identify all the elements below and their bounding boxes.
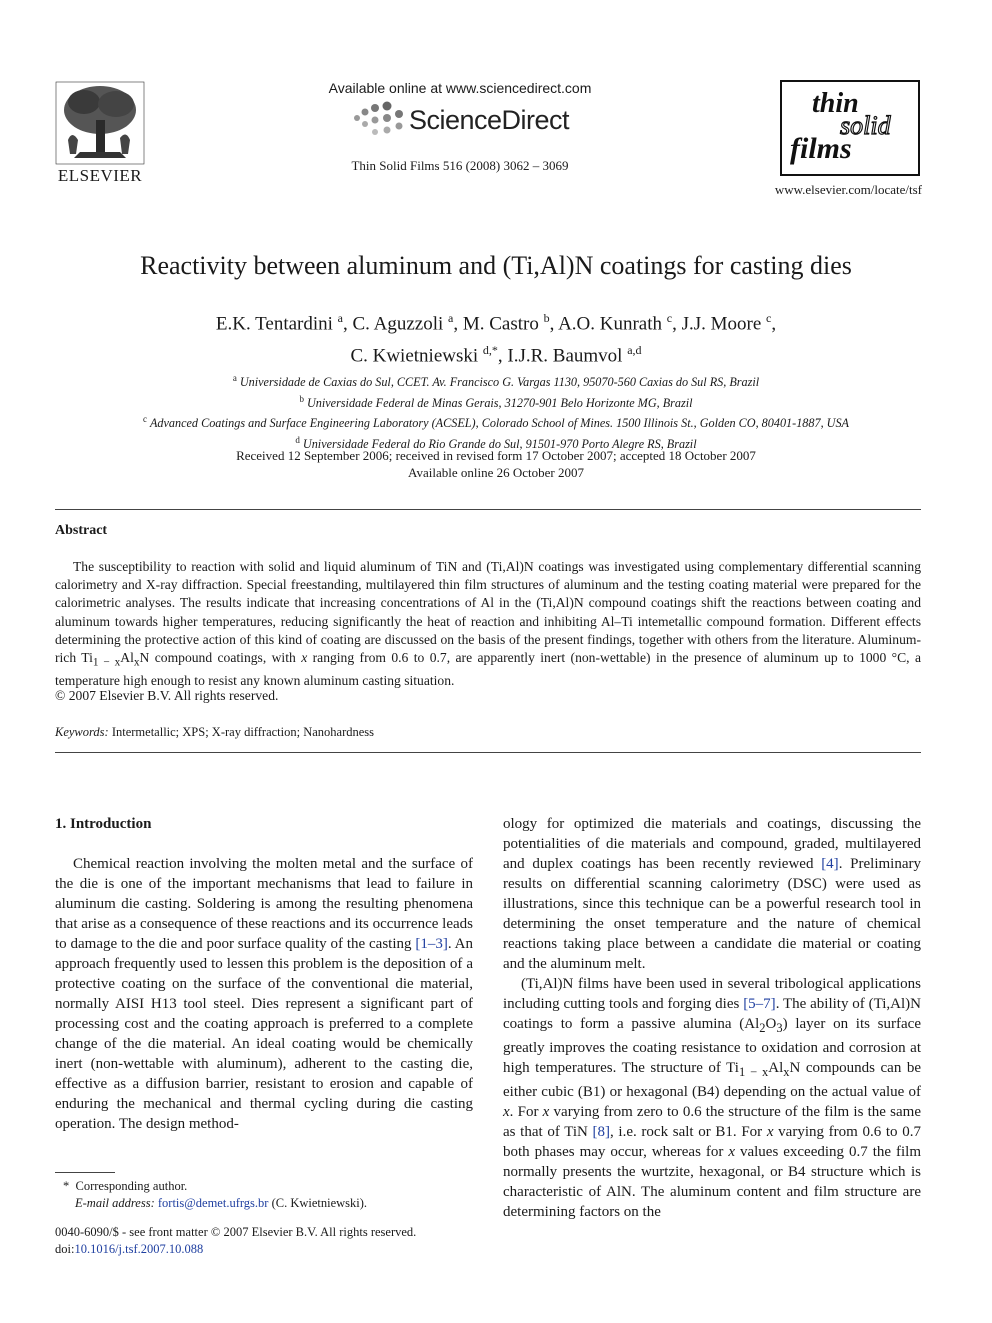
affiliation-item	[40, 391, 952, 412]
author-separator: ,	[497, 345, 508, 367]
intro-text: . Preliminary results on differential scanning calorimetry (DSC) were used as illustrations, since this technique can be a powerful research tool in determining the onset temperature and the nature of chemical reactions taking place between a candidate die material or coating and the aluminum melt.	[503, 856, 921, 972]
author-affil-mark: c	[666, 311, 673, 325]
affil-mark: a	[232, 373, 237, 383]
author-line-2	[100, 337, 892, 369]
affil-mark: b	[299, 393, 304, 404]
journal-logo	[780, 80, 920, 176]
citation-link[interactable]: [8]	[592, 1124, 611, 1140]
sciencedirect-wordmark: ScienceDirect	[408, 104, 570, 135]
divider-top	[55, 509, 921, 510]
subscript: x	[783, 1065, 790, 1079]
subscript: 2	[759, 1021, 766, 1035]
email-note	[55, 1195, 367, 1212]
intro-text: Chemical reaction involving the molten metal and the surface of the die is one of the important mechanisms that lead to failure in aluminum die casting. Soldering is among the resulting phenomena that arise as a consequence of these reactions and its occurrence leads to damage to the die and poor surface quality of the casting	[55, 856, 473, 952]
author-affil-mark: a	[448, 311, 454, 325]
abstract-part: ranging from 0.6 to 0.7, are apparently inert (non-wettable) in the presence of aluminum up to 1000 °C, a temperature high enough to resist any known aluminum casting situation.	[55, 650, 921, 688]
publisher-name: ELSEVIER	[57, 166, 143, 185]
received-dates: Received 12 September 2006; received in revised form 17 October 2007; accepted 18 October 2007	[236, 448, 756, 463]
intro-paragraph-2	[503, 974, 921, 1222]
citation-link[interactable]: [1–3]	[415, 936, 448, 952]
author-affil-mark: c	[766, 311, 772, 325]
author-name[interactable]: C. Aguzzoli	[352, 313, 444, 335]
intro-text: (Ti,Al)N films have been used in several tribological applications including cutting tools and forging dies	[503, 976, 921, 1012]
author-line-1	[100, 305, 892, 337]
author-list	[100, 305, 892, 370]
abstract-part: The susceptibility to reaction with solid and liquid aluminum of TiN and (Ti,Al)N coatings was investigated using complementary differential scanning calorimetry and X-ray diffraction. Special freestanding, multilayered thin film structures of aluminum and the testing coating material were prepared for the calorimetric analyses. The results indicate that increasing concentrations of Al in the (Ti,Al)N compound coatings shift the reactions between coating and aluminum towards higher temperatures, reducing significantly the heat of reaction and inhibiting Al–Ti intemetallic compound formation. Different effects determining the protective action of this kind of coating are discussed on the basis of the present findings, together with others from the literature. Aluminum-rich Ti	[55, 559, 921, 666]
keywords-text: Intermetallic; XPS; X-ray diffraction; Nanohardness	[111, 725, 375, 739]
intro-paragraph-1	[55, 854, 473, 1134]
intro-text: Al	[768, 1060, 784, 1076]
doi-label: doi:	[55, 1241, 75, 1256]
footnote-star: *	[63, 1179, 70, 1193]
variable: x	[728, 1144, 735, 1160]
logo-word-solid: solid	[840, 111, 891, 140]
variable: x	[503, 1104, 510, 1120]
intro-text: ology for optimized die materials and coatings, discussing the potentialities of die materials and compound, graded, multilayered and duplex coatings has been recently reviewed	[503, 816, 921, 872]
center-header	[280, 80, 640, 174]
abstract-variable: x	[301, 650, 308, 666]
affil-text: Universidade Federal do Rio Grande do Sul, 91501-970 Porto Alegre RS, Brazil	[302, 436, 697, 451]
logo-word-thin: thin	[812, 88, 859, 119]
divider-bottom	[55, 752, 921, 753]
affil-text: Universidade de Caxias do Sul, CCET. Av. Francisco G. Vargas 1130, 95070-560 Caxias do Sul RS, Brazil	[239, 375, 760, 390]
author-name[interactable]: J.J. Moore	[681, 313, 762, 335]
issn-line: 0040-6090/$ - see front matter © 2007 Elsevier B.V. All rights reserved.	[55, 1225, 417, 1239]
intro-text: varying from zero to 0.6 the structure of the film is the same as that of TiN	[503, 1104, 921, 1140]
intro-text: . For	[509, 1104, 543, 1120]
author-name[interactable]: E.K. Tentardini	[215, 313, 333, 335]
abstract-text	[55, 558, 921, 690]
sciencedirect-dots-icon	[351, 100, 407, 140]
abstract-part: Al	[120, 650, 134, 666]
logo-word-films: films	[790, 132, 852, 165]
keywords-label: Keywords:	[55, 725, 109, 739]
affil-mark: c	[142, 414, 147, 425]
intro-text: ) layer on its surface greatly improves the coating resistance to oxidation and corrosion at high temperatures. The structure of Ti	[503, 1016, 921, 1076]
author-separator: ,	[453, 313, 463, 335]
intro-text: . The ability of (Ti,Al)N coatings to form a passive alumina (Al	[503, 996, 922, 1032]
citation-link[interactable]: [4]	[821, 856, 839, 872]
abstract-heading: Abstract	[55, 523, 108, 538]
article-dates	[100, 447, 892, 481]
intro-paragraph-1-cont	[503, 814, 921, 974]
intro-text: O	[765, 1016, 777, 1032]
author-separator: ,	[672, 313, 682, 335]
author-name[interactable]: A.O. Kunrath	[558, 313, 663, 335]
affil-mark: d	[295, 434, 300, 445]
sciencedirect-logo	[280, 100, 640, 140]
doi-line	[55, 1241, 416, 1258]
intro-text: values exceeding 0.7 the film normally presents the wurtzite, hexagonal, or B4 structure which is characteristic of AlN. The aluminum content and film structure are determining factors on the	[503, 1144, 921, 1220]
left-column	[55, 814, 473, 1134]
email-owner: (C. Kwietniewski).	[271, 1196, 368, 1210]
journal-citation: Thin Solid Films 516 (2008) 3062 – 3069	[351, 158, 569, 173]
author-separator: ,	[343, 313, 353, 335]
keywords	[55, 725, 374, 740]
footnote-divider	[55, 1172, 115, 1173]
author-separator: ,	[771, 313, 777, 335]
footnote	[55, 1178, 367, 1212]
elsevier-logo	[52, 80, 148, 185]
author-affil-mark: b	[543, 311, 550, 325]
author-affil-mark: a	[337, 311, 343, 325]
affil-text: Universidade Federal de Minas Gerais, 31270-901 Belo Horizonte MG, Brazil	[306, 395, 693, 410]
journal-url[interactable]: www.elsevier.com/locate/tsf	[774, 182, 922, 197]
author-name[interactable]: I.J.R. Baumvol	[507, 345, 623, 367]
abstract-part: N compound coatings, with	[139, 650, 302, 666]
available-online-text: Available online at www.sciencedirect.com	[328, 80, 592, 96]
author-affil-mark: d,*	[482, 343, 498, 358]
thin-solid-films-logo-icon	[782, 82, 917, 173]
email-label: E-mail address:	[75, 1196, 155, 1210]
variable: x	[542, 1104, 550, 1120]
subscript: 3	[776, 1021, 783, 1035]
variable: x	[766, 1124, 774, 1140]
right-column	[503, 814, 921, 1222]
corresponding-label: Corresponding author.	[75, 1179, 188, 1193]
intro-text: N compounds can be either cubic (B1) or hexagonal (B4) depending on the actual value of	[503, 1060, 921, 1100]
author-separator: ,	[549, 313, 559, 335]
author-name[interactable]: C. Kwietniewski	[350, 345, 479, 367]
issn-doi	[55, 1224, 416, 1257]
intro-text: varying from 0.6 to 0.7 both phases may occur, whereas for	[503, 1124, 921, 1160]
subscript: 1 − x	[738, 1065, 769, 1079]
available-online-date: Available online 26 October 2007	[408, 465, 584, 480]
citation-link[interactable]: [5–7]	[743, 996, 776, 1012]
section-heading-introduction: 1. Introduction	[55, 816, 152, 832]
abstract-subscript: 1 − x	[92, 656, 121, 669]
elsevier-tree-icon	[54, 80, 146, 166]
corresponding-author-note	[55, 1178, 367, 1195]
author-affil-mark: a,d	[627, 343, 642, 358]
author-name[interactable]: M. Castro	[462, 313, 539, 335]
article-title: Reactivity between aluminum and (Ti,Al)N coatings for casting dies	[140, 251, 852, 280]
email-link[interactable]: fortis@demet.ufrgs.br	[157, 1196, 269, 1210]
affiliation-item	[40, 411, 952, 432]
affil-text: Advanced Coatings and Surface Engineering Laboratory (ACSEL), Colorado School of Mines. 1500 Illinois St., Golden CO, 80401-1887, USA	[149, 416, 850, 431]
intro-text: . An approach frequently used to lessen this problem is the deposition of a protective coating on the surface of the conventional die material, normally AISI H13 tool steel. Dies represent a significant part of processing cost and the coating approach is preferred to a complete change of the die material. An ideal coating would be chemically inert (non-wettable with aluminum), adherent to the casting die, effective as a diffusion barrier, resistant to erosion and capable of enduring the mechanical and thermal cycling during die casting operation. The design method-	[55, 936, 473, 1132]
doi-link[interactable]: 10.1016/j.tsf.2007.10.088	[74, 1241, 204, 1256]
affiliation-item	[40, 370, 952, 391]
intro-text: , i.e. rock salt or B1. For	[610, 1124, 767, 1140]
abstract-copyright: © 2007 Elsevier B.V. All rights reserved.	[55, 688, 279, 703]
affiliation-list	[40, 370, 952, 452]
abstract-subscript: x	[133, 656, 140, 669]
